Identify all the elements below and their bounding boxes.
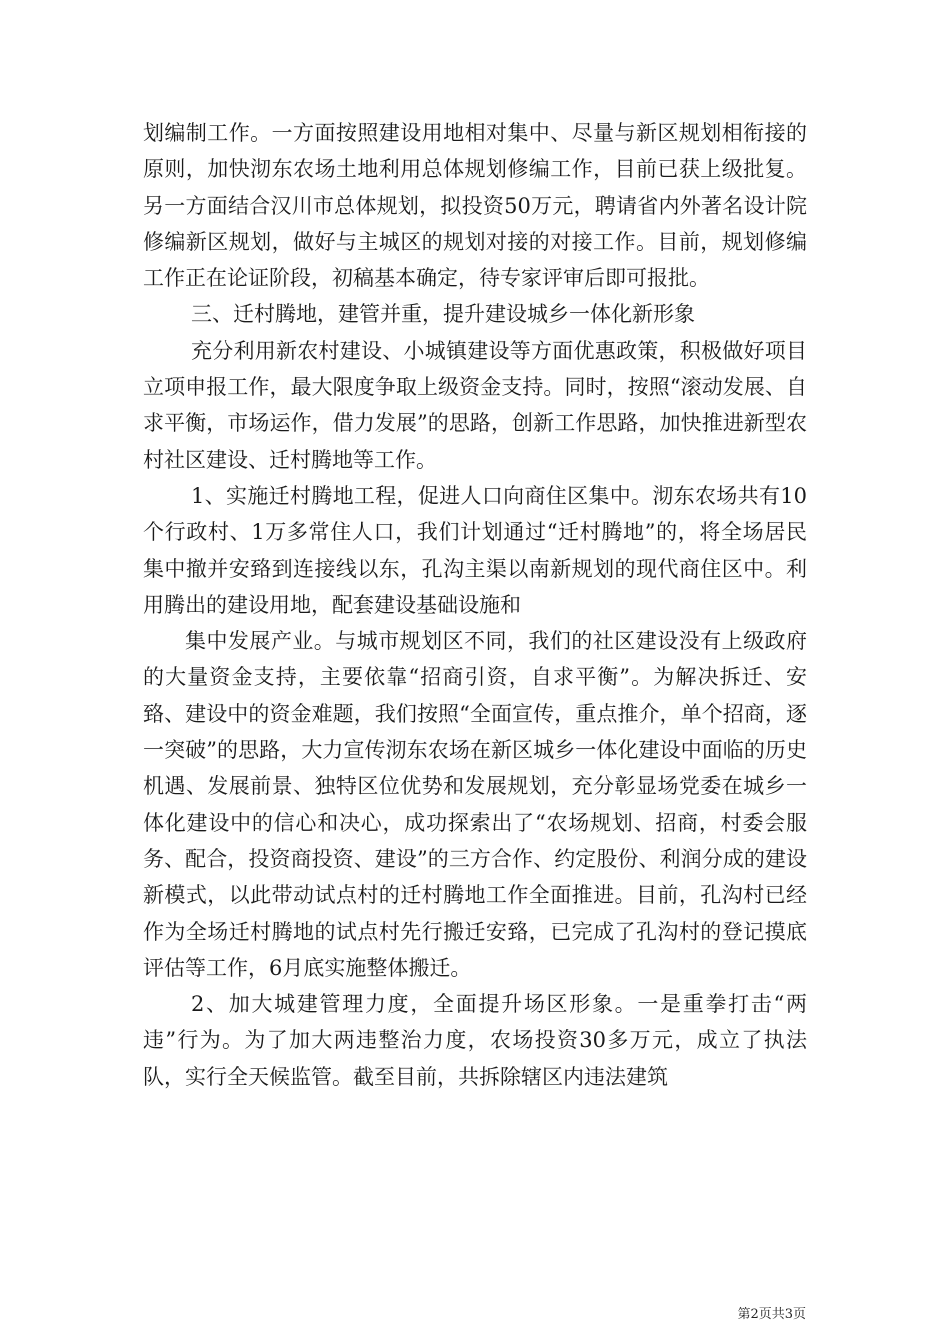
paragraph-policy: 充分利用新农村建设、小城镇建设等方面优惠政策，积极做好项目立项申报工作，最大限度争取上级资金支持。同时，按照“滚动发展、自求平衡，市场运作，借力发展”的思路，创新工作思路，加快推进新型农村社区建设、迁村腾地等工作。 xyxy=(143,338,807,472)
paragraph-item-one: 1、实施迁村腾地工程，促进人口向商住区集中。沏东农场共有10个行政村、1万多常住人口，我们计划通过“迁村腾地”的，将全场居民集中撤并安臵到连接线以东，孔沟主渠以南新规划的现代商住区中。利用腾出的建设用地，配套建设基础设施和 xyxy=(143,483,807,617)
paragraph-planning-continuation: 划编制工作。一方面按照建设用地相对集中、尽量与新区规划相衔接的原则，加快沏东农场土地利用总体规划修编工作，目前已获上级批复。另一方面结合汉川市总体规划，拟投资50万元，聘请省内外著名设计院修编新区规划，做好与主城区的规划对接的对接工作。目前，规划修编工作正在论证阶段，初稿基本确定，待专家评审后即可报批。 xyxy=(143,121,807,291)
page-number-footer: 第2页共3页 xyxy=(737,1307,806,1322)
paragraph-item-one-continued: 集中发展产业。与城市规划区不同，我们的社区建设没有上级政府的大量资金支持，主要依靠“招商引资，自求平衡”。为解决拆迁、安臵、建设中的资金难题，我们按照“全面宣传，重点推介，单个招商，逐一突破”的思路，大力宣传沏东农场在新区城乡一体化建设中面临的历史机遇、发展前景、独特区位优势和发展规划，充分彰显场党委在城乡一体化建设中的信心和决心，成功探索出了“农场规划、招商，村委会服务、配合，投资商投资、建设”的三方合作、约定股份、利润分成的建设新模式，以此带动试点村的迁村腾地工作全面推进。目前，孔沟村已经作为全场迁村腾地的试点村先行搬迁安臵，已完成了孔沟村的登记摸底评估等工作，6月底实施整体搬迁。 xyxy=(143,629,807,980)
paragraph-item-two: 2、加大城建管理力度，全面提升场区形象。一是重拳打击“两违”行为。为了加大两违整治力度，农场投资30多万元，成立了执法队，实行全天候监管。截至目前，共拆除辖区内违法建筑 xyxy=(143,992,807,1089)
document-body xyxy=(143,115,807,1095)
section-heading-three: 三、迁村腾地，建管并重，提升建设城乡一体化新形象 xyxy=(191,302,695,327)
